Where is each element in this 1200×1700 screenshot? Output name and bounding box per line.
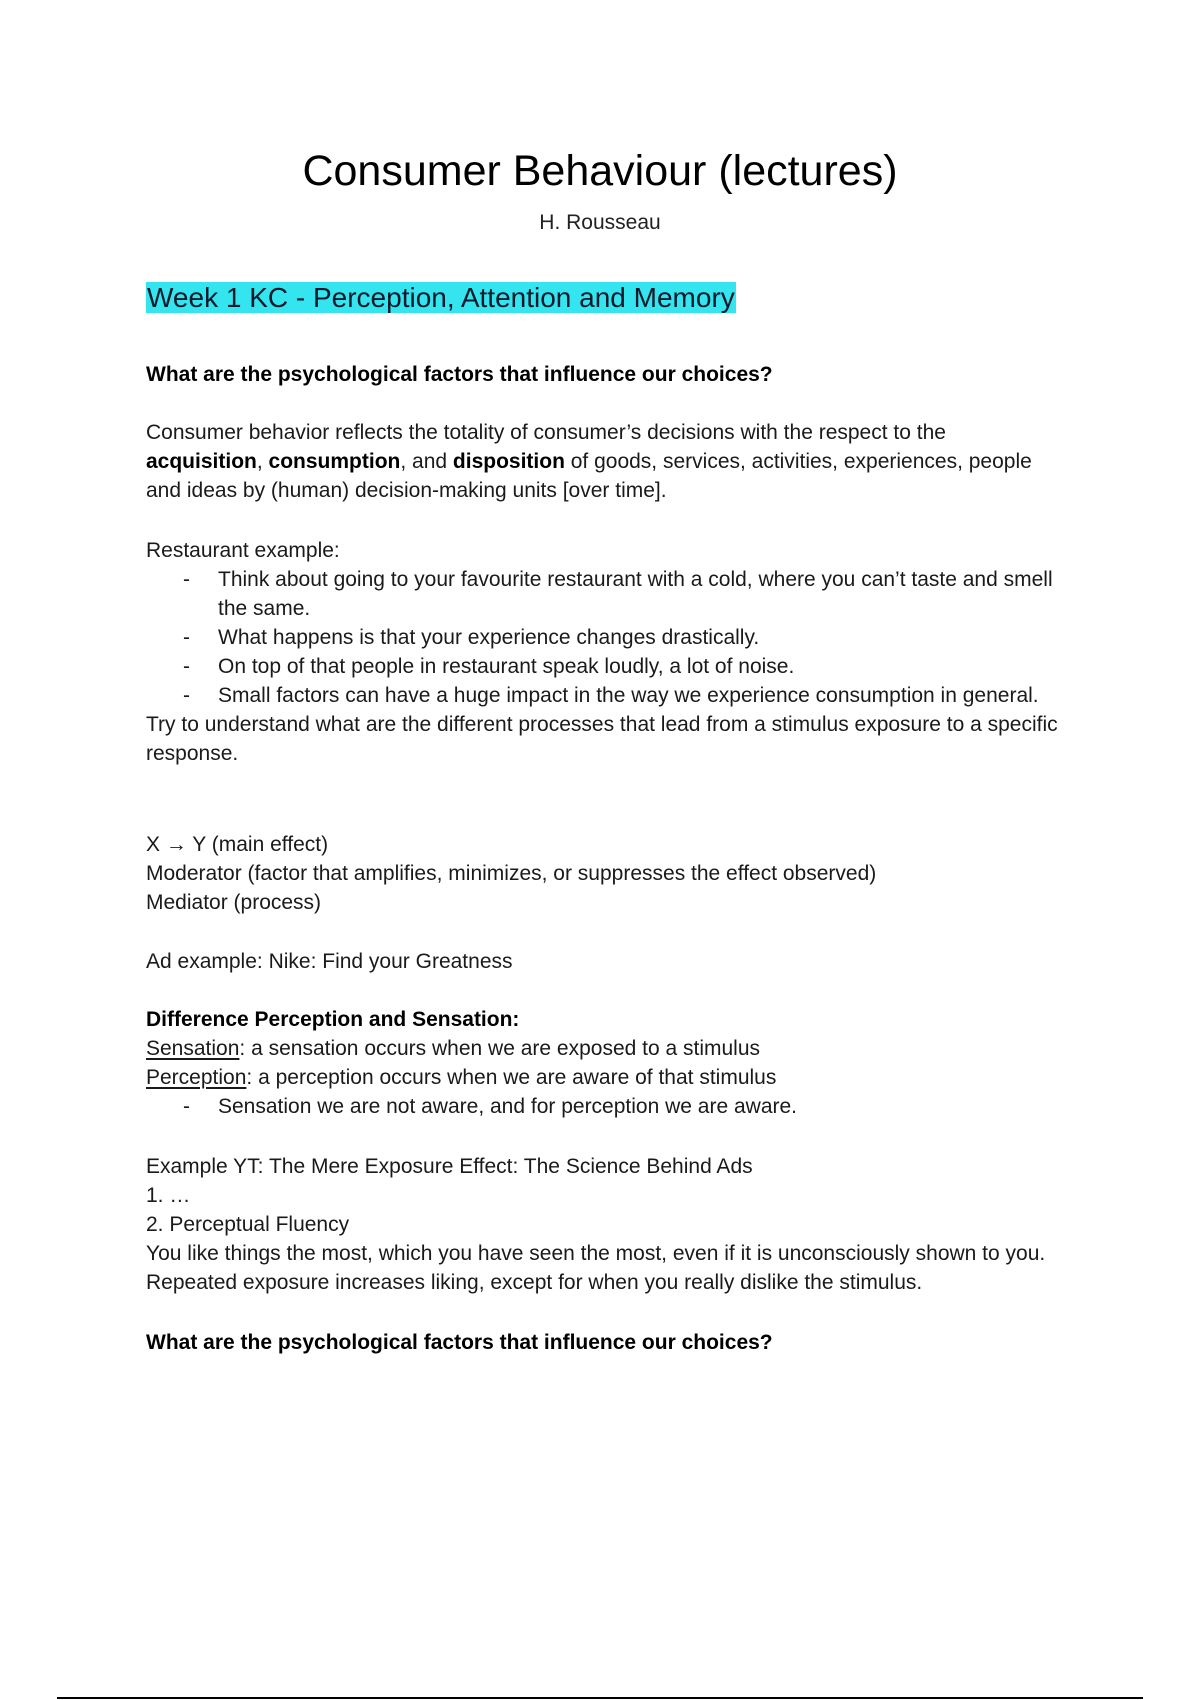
list-item: - What happens is that your experience changes drastically. [218,623,1066,652]
page-bottom-rule [57,1697,1143,1699]
list-item: - Small factors can have a huge impact in the way we experience consumption in general. [218,681,1066,710]
restaurant-conclusion: Try to understand what are the different processes that lead from a stimulus exposure to a specific response. [146,713,1058,765]
restaurant-intro: Restaurant example: [146,539,340,562]
yt-example-title: Example YT: The Mere Exposure Effect: The Science Behind Ads [146,1155,753,1178]
difference-section [146,1005,1066,1121]
document-author: H. Rousseau [539,211,661,234]
list-item: - Sensation we are not aware, and for perception we are aware. [218,1092,1066,1121]
definition-part1: Consumer behavior reflects the totality of consumer’s decisions with the respect to the [146,421,946,444]
perception-text: : a perception occurs when we are aware of that stimulus [246,1066,777,1089]
ad-example-text: Ad example: Nike: Find your Greatness [146,950,513,973]
yt-example-text: You like things the most, which you have seen the most, even if it is unconsciously shown to you. Repeated exposure increases liking, except for when you really dislike the stimulus. [146,1242,1046,1294]
sensation-text: : a sensation occurs when we are exposed to a stimulus [239,1037,761,1060]
question-1 [146,360,1066,389]
yt-item-2: 2. Perceptual Fluency [146,1213,350,1236]
question-1-text: What are the psychological factors that influence our choices? [146,363,773,386]
document-title: Consumer Behaviour (lectures) [302,147,898,195]
question-2-text: What are the psychological factors that influence our choices? [146,1331,773,1354]
sensation-line [146,1034,1066,1063]
question-2 [146,1328,1066,1357]
term-acquisition: acquisition [146,450,257,473]
difference-list [146,1092,1066,1121]
definition-part2: of goods, services, activities, experiences, people and ideas by (human) decision-making units [over time]. [146,450,1032,502]
perception-term: Perception [146,1066,247,1089]
definition-text [146,418,1066,505]
main-effect: X → Y (main effect) [146,833,329,856]
difference-heading: Difference Perception and Sensation: [146,1008,520,1031]
week-heading [146,279,736,317]
restaurant-example [146,536,1066,768]
moderator: Moderator (factor that amplifies, minimizes, or suppresses the effect observed) [146,862,877,885]
restaurant-list [146,565,1066,710]
list-item: - On top of that people in restaurant speak loudly, a lot of noise. [218,652,1066,681]
sensation-term: Sensation [146,1037,240,1060]
ad-example [146,947,1066,976]
list-item: - Think about going to your favourite restaurant with a cold, where you can’t taste and smell the same. [218,565,1066,623]
yt-item-1: 1. … [146,1184,191,1207]
definition-sep2: , and [400,450,453,473]
definition-paragraph [146,418,1066,505]
perception-line [146,1063,1066,1092]
week-heading-highlight: Week 1 KC - Perception, Attention and Memory [147,282,735,313]
effects-block [146,830,1066,917]
yt-example [146,1152,1066,1297]
mediator: Mediator (process) [146,891,322,914]
term-disposition: disposition [452,450,565,473]
definition-sep1: , [256,450,269,473]
term-consumption: consumption [268,450,401,473]
